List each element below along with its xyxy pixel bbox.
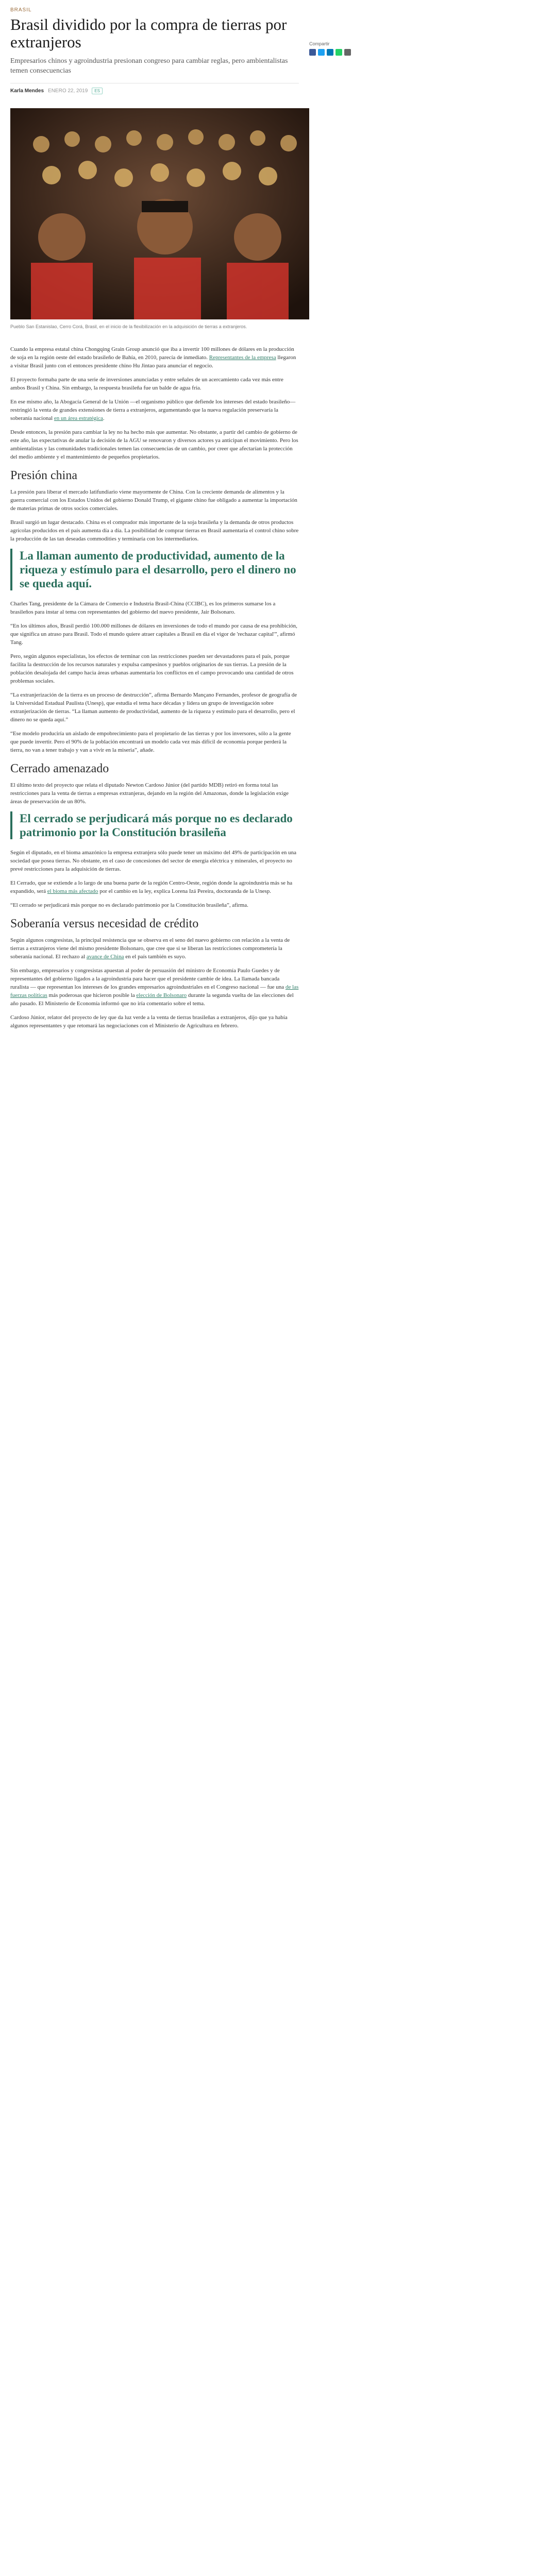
author-name[interactable]: Karla Mendes [10, 88, 44, 94]
paragraph: “Ese modelo produciría un aislado de empobrecimiento para el propietario de las tierras y por los inversores, sólo a la gente que puede invertir. Pero el 90% de la población encontrará un modelo cada vez más difícil de economía porque perderá la tierra, no van a tener trabajo y van a vivir en la miseria”, añade. [10, 731, 291, 753]
crowd-photo-illustration [10, 108, 309, 319]
twitter-icon[interactable] [318, 49, 325, 56]
paragraph: Según el diputado, en el bioma amazónico la empresa extranjera sólo puede tener un máximo del 49% de participación en una sociedad que posea tierras. No obstante, en el caso de concesiones del sector de energía eléctrica y minerales, el proyecto no prevé restricciones para la adquisición de tierras. [10, 850, 296, 872]
section-heading-soberania: Soberanía versus necesidad de crédito [10, 917, 199, 930]
paragraph: Pero, según algunos especialistas, los efectos de terminar con las restricciones pueden ser devastadores para el país, porque facilita la destrucción de los recursos naturales y expulsa campesinos y pueblos originarios de sus tierras. La presión de la población desalojada del campo hacia áreas urbanas aumentaría los conflictos en el campo provocando una cantidad de otros problemas sociales. [10, 653, 294, 684]
byline [10, 83, 299, 94]
paragraph: “La extranjerización de la tierra es un proceso de destrucción”, afirma Bernardo Mançano Fernandes, profesor de geografía de la Universidad Estadual Paulista (Unesp), que estudia el tema hace décadas y lidera un grupo de investigación sobre extranjerización de tierras. “La llaman aumento de productividad, aumento de la riqueza y estímulo para el desarrollo, pero el dinero no se queda aquí.” [10, 692, 297, 723]
paragraph-text: más poderosas que hicieron posible la [48, 992, 135, 998]
inline-link[interactable]: elección de Bolsonaro [136, 992, 187, 998]
inline-link[interactable]: Representantes de la empresa [209, 354, 276, 361]
paragraph [10, 936, 299, 961]
paragraph-text: Cuando la empresa estatal china Chongqing Grain Group anunció que iba a invertir 100 millones de dólares en la producción de soja en la región oeste del estado brasileño de Bahía, en 2010, parecía de inmediato. [10, 346, 294, 361]
subtitle: Empresarios chinos y agroindustria presionan congreso para cambiar reglas, pero ambientalistas temen consecuencias [10, 57, 288, 75]
paragraph: “El cerrado se perjudicará más porque no es declarado patrimonio por la Constitución brasileña”, afirma. [10, 902, 248, 908]
language-badge[interactable]: ES [92, 88, 103, 94]
share-icons [309, 49, 351, 56]
paragraph: Brasil surgió un lugar destacado. China es el comprador más importante de la soja brasileña y la demanda de otros productos agrícolas producidos en el país aumenta día a día. La posibilidad de comprar tierras en Brasil aumentaría el control chino sobre la producción de las tan deseadas commodities y terminaría con los intermediarios. [10, 519, 299, 542]
section-label[interactable]: BRASIL [10, 7, 32, 13]
photo-caption: Pueblo San Estanislao, Cerro Corá, Brasil, en el inicio de la flexibilización en la adquisición de tierras a extranjeros. [10, 324, 247, 329]
pull-quote: La llaman aumento de productividad, aumento de la riqueza y estímulo para el desarrollo, pero el dinero no se queda aquí. [10, 549, 299, 590]
hero-photo [10, 108, 309, 319]
paragraph: “En los últimos años, Brasil perdió 100.000 millones de dólares en inversiones de todo el mundo por causa de esa prohibición, que significa un atraso para Brasil. Todo el mundo quiere atraer capitales a Brasil en día el vigor de 'rechazar capital'”, afirmó Tang. [10, 623, 297, 646]
paragraph-text: Sin embargo, empresarios y congresistas apuestan al poder de persuasión del ministro de Economía Paulo Guedes y de representantes del gobierno ligados a la agroindustria para hacer que el presidente cambie de idea. La llamada bancada ruralista — que representan los intereses de los grandes empresarios agroindustriales en el Congreso nacional — fue una [10, 968, 284, 990]
paragraph-text: por el cambio en la ley, explica Lorena Izá Pereira, doctoranda de la Unesp. [99, 888, 271, 894]
headline: Brasil dividido por la compra de tierras por extranjeros [10, 15, 287, 51]
paragraph-text: En ese mismo año, la Abogacía General de la Unión —el organismo público que defiende los intereses del estado brasileño— restringió la venta de grandes extensiones de tierra a extranjeros, argumentando que la nueva regulación preservaría la soberanía nacional [10, 399, 296, 421]
paragraph: La presión para liberar el mercado latifundiario viene mayormente de China. Con la creciente demanda de alimentos y la guerra comercial con los Estados Unidos del gobierno Donald Trump, el gigante chino fue obligado a aumentar la importación de materias primas de otros socios comerciales. [10, 489, 297, 512]
linkedin-icon[interactable] [327, 49, 333, 56]
inline-link[interactable]: en un área estratégica [54, 415, 103, 421]
section-heading-cerrado: Cerrado amenazado [10, 762, 109, 775]
paragraph: El último texto del proyecto que relata el diputado Newton Cardoso Júnior (del partido MDB) retiró en forma total las restricciones para la venta de tierras a empresas extranjeras, dejando en la región del Amazonas, donde la legislación exige áreas de preservación de un 80%. [10, 782, 289, 805]
inline-link[interactable]: avance de China [86, 954, 124, 960]
paragraph: Desde entonces, la presión para cambiar la ley no ha hecho más que aumentar. No obstante, a partir del cambio de gobierno de este año, las expectativas de anular la decisión de la AGU se renovaron y diversos actores ya anticipan el movimiento. Pero los ambientalistas y las comunidades tradicionales temen las consecuencias de un cambio, por creer que afectarían la protección del medio ambiente y el mantenimiento de pequeños propietarios. [10, 429, 298, 460]
email-icon[interactable] [344, 49, 351, 56]
paragraph [10, 345, 299, 370]
whatsapp-icon[interactable] [335, 49, 342, 56]
inline-link[interactable]: el bioma más afectado [47, 888, 98, 894]
paragraph-text: durante la segunda vuelta de las elecciones del año pasado. El Ministerio de Economía informó que no iría comentario sobre el tema. [10, 992, 294, 1007]
paragraph [10, 879, 299, 895]
paragraph [10, 967, 299, 1008]
facebook-icon[interactable] [309, 49, 316, 56]
paragraph: Cardoso Júnior, relator del proyecto de ley que da luz verde a la venta de tierras brasileñas a extranjeros, dijo que ya había algunos representantes y que retomará las negociaciones con el Ministerio de Agricultura en febrero. [10, 1014, 288, 1029]
paragraph-text: llegaron a visitar Brasil junto con el entonces presidente chino Hu Jintao para anunciar el negocio. [10, 354, 296, 369]
paragraph-text: Según algunos congresistas, la principal resistencia que se observa en el seno del nuevo gobierno con relación a la venta de tierras a extranjeros viene del mismo presidente Bolsonaro, que cree que si se liberan las restricciones comprometería la soberanía nacional. El rechazo al [10, 937, 290, 960]
paragraph: El proyecto formaba parte de una serie de inversiones anunciadas y entre señales de un acercamiento cada vez más entre ambos Brasil y China. Sin embargo, la respuesta brasileña fue un balde de agua fría. [10, 377, 283, 391]
article-header [10, 7, 299, 94]
paragraph: Charles Tang, presidente de la Cámara de Comercio e Industria Brasil-China (CCIBC), es los primeros sumarse los a brasileños para instar al tema con representantes del gobierno del nuevo presidente, Jair Bolsonaro. [10, 601, 276, 615]
inline-link[interactable]: de las fuerzas políticas [10, 984, 299, 998]
share-box [309, 41, 351, 56]
section-heading-presion: Presión china [10, 469, 77, 482]
publish-date: ENERO 22, 2019 [48, 88, 88, 94]
pull-quote: El cerrado se perjudicará más porque no es declarado patrimonio por la Constitución brasileña [10, 811, 299, 839]
share-label: Compartir [309, 41, 330, 46]
paragraph: En ese mismo año, la Abogacía General de la Unión —el organismo público que defiende los intereses del estado brasileño— restringió la venta de grandes extensiones de tierra a extranjeros, argumentando que la nueva regulación preservaría la soberanía nacional en un área estratégica. [10, 399, 296, 421]
paragraph-text: El Cerrado, que se extiende a lo largo de una buena parte de la región Centro-Oeste, región donde la agroindustria más se ha expandido, será [10, 880, 293, 894]
article-body-part1 [10, 345, 299, 1036]
paragraph-text: en el país también es suyo. [125, 954, 187, 960]
